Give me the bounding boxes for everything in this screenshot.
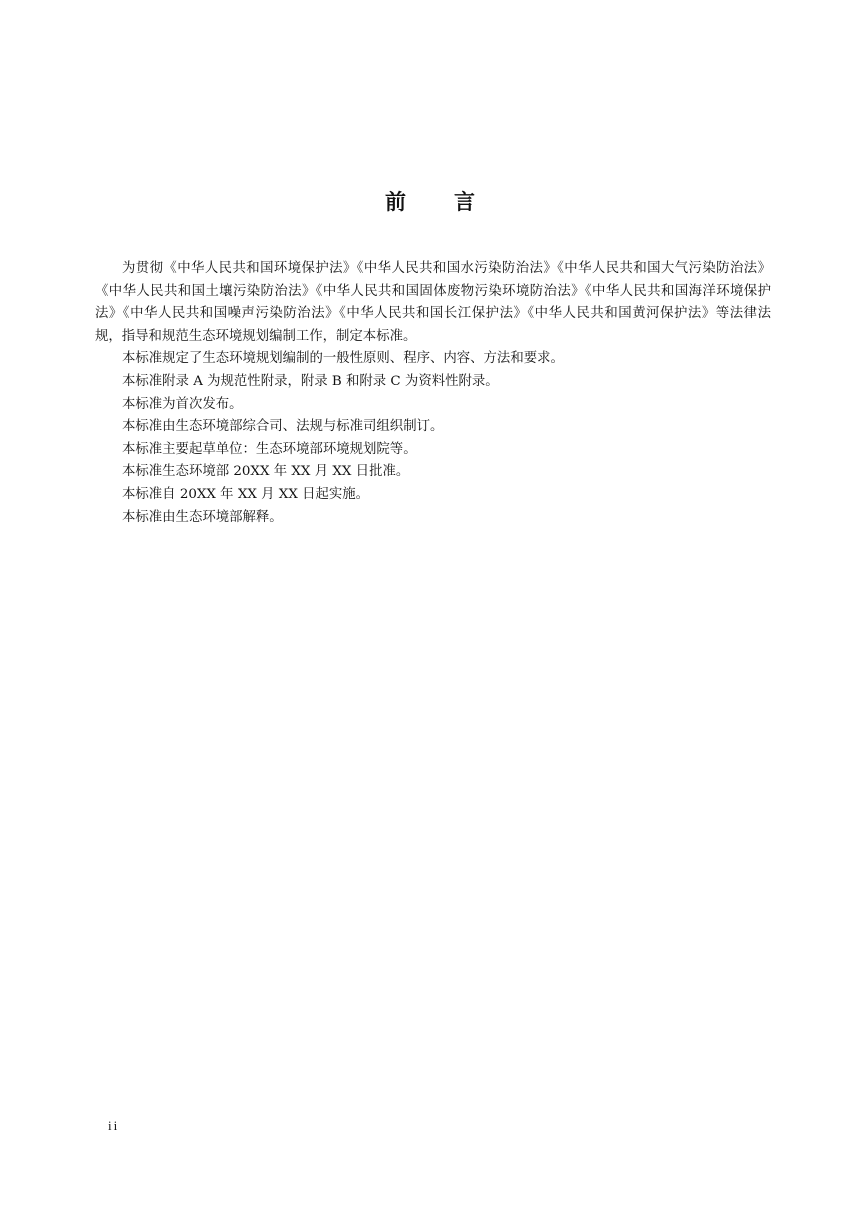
foreword-paragraph-drafting-unit: 本标准主要起草单位：生态环境部环境规划院等。 [122,441,417,457]
foreword-paragraph-organizer: 本标准由生态环境部综合司、法规与标准司组织制订。 [122,419,444,435]
foreword-paragraph-first-release: 本标准为首次发布。 [122,396,243,412]
foreword-paragraph-legal-basis: 为贯彻《中华人民共和国环境保护法》《中华人民共和国水污染防治法》《中华人民共和国大气污染防治法》《中华人民共和国土壤污染防治法》《中华人民共和国固体废物污染环境防治法》《中华人民共和国海洋环境保护法》《中华人民共和国噪声污染防治法》《中华人民共和国长江保护法》《中华人民共和国黄河保护法》等法律法规，指导和规范生态环境规划编制工作，制定本标准。 [95,261,771,344]
foreword-paragraph-approval: 本标准生态环境部 20XX 年 XX 月 XX 日批准。 [122,464,410,480]
page-title [0,186,860,216]
foreword-paragraph-interpretation: 本标准由生态环境部解释。 [122,509,283,525]
page-title-part1: 前 [385,190,406,214]
foreword-paragraph-scope: 本标准规定了生态环境规划编制的一般性原则、程序、内容、方法和要求。 [122,351,564,367]
foreword-body [95,258,771,529]
foreword-paragraph-appendices: 本标准附录 A 为规范性附录，附录 B 和附录 C 为资料性附录。 [122,373,499,389]
page-title-part2: 言 [454,190,475,214]
page-number: ii [108,1118,120,1133]
foreword-paragraph-effective-date: 本标准自 20XX 年 XX 月 XX 日起实施。 [122,486,370,502]
